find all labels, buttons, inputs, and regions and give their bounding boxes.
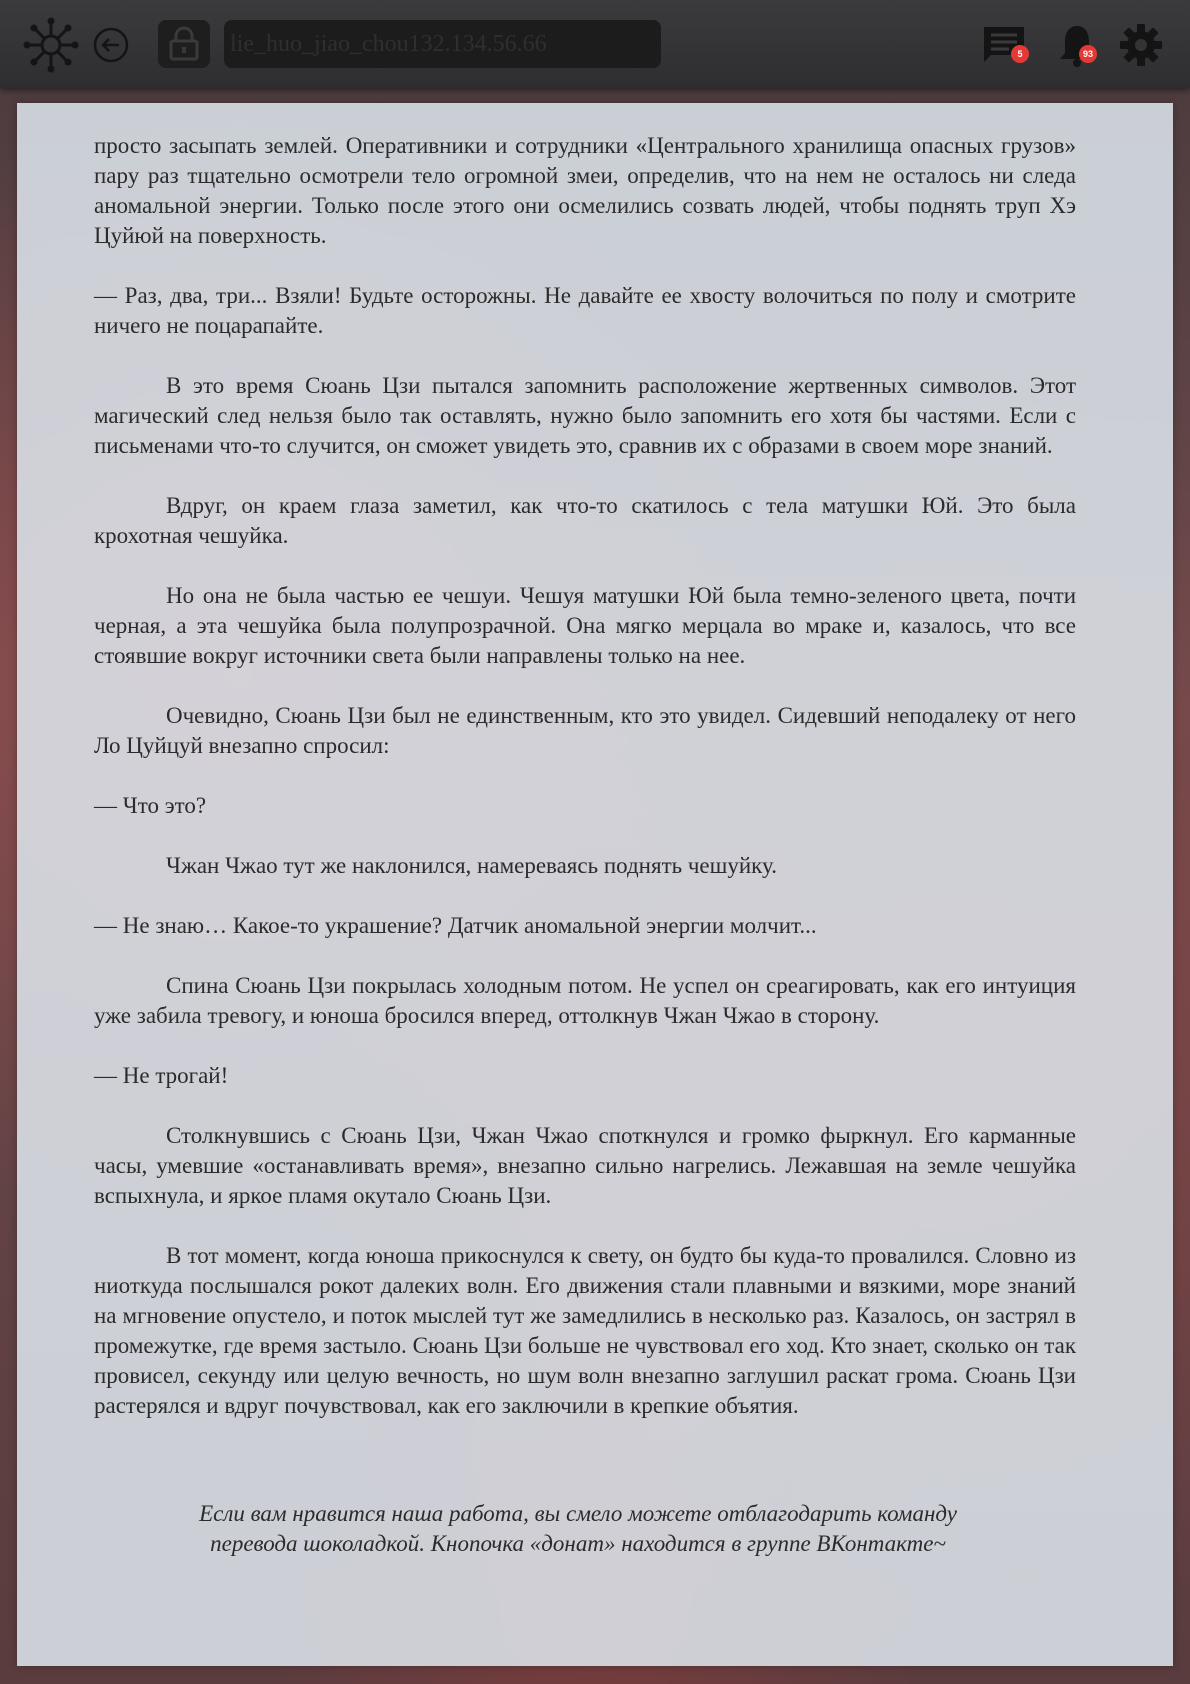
chapter-text (94, 131, 1076, 1421)
lock-icon[interactable] (158, 20, 210, 68)
address-input[interactable] (224, 20, 661, 68)
paragraph: просто засыпать землей. Оперативники и сотрудники «Центрального хранилища опасных грузов» пару раз тщательно осмотрели тело огромной змеи, определив, что на нем не осталось ни следа аномальной энергии. Только после этого они осмелились созвать людей, чтобы поднять труп Хэ Цуйюй на поверхность. (94, 133, 1076, 248)
back-arrow-icon[interactable] (90, 24, 132, 66)
paragraph: — Не трогай! (94, 1063, 229, 1088)
top-toolbar (0, 0, 1190, 88)
paragraph: Чжан Чжао тут же наклонился, намереваясь поднять чешуйку. (166, 853, 777, 878)
reading-page (17, 103, 1173, 1666)
paragraph: — Раз, два, три... Взяли! Будьте осторожны. Не давайте ее хвосту волочиться по полу и смотрите ничего не поцарапайте. (94, 283, 1076, 338)
notifications-count-badge: 93 (1079, 45, 1097, 63)
donation-note-line: перевода шоколадкой. Кнопочка «донат» находится в группе ВКонтакте~ (210, 1531, 946, 1556)
paragraph: Вдруг, он краем глаза заметил, как что-то скатилось с тела матушки Юй. Это была крохотная чешуйка. (94, 493, 1076, 548)
donation-note-line: Если вам нравится наша работа, вы смело можете отблагодарить команду (199, 1501, 957, 1526)
donation-note (60, 1499, 1096, 1559)
paragraph: Очевидно, Сюань Цзи был не единственным, кто это увидел. Сидевший неподалеку от него Ло Цуйцуй внезапно спросил: (94, 703, 1076, 758)
paragraph: — Не знаю… Какое-то украшение? Датчик аномальной энергии молчит... (94, 913, 817, 938)
network-logo-icon[interactable] (22, 16, 80, 74)
notification-bell-icon[interactable] (1054, 20, 1100, 70)
paragraph: В тот момент, когда юноша прикоснулся к свету, он будто бы куда-то провалился. Словно из ниоткуда послышался рокот далеких волн. Его движения стали плавными и вязкими, море знаний на мгновение опустело, и поток мыслей тут же замедлились в несколько раз. Казалось, он застрял в промежутке, где время застыло. Сюань Цзи больше не чувствовал его ход. Кто знает, сколько он так провисел, секунду или целую вечность, но шум волн внезапно заглушил раскат грома. Сюань Цзи растерялся и вдруг почувствовал, как его заключили в крепкие объятия. (94, 1243, 1076, 1418)
paragraph: Спина Сюань Цзи покрылась холодным потом. Не успел он среагировать, как его интуиция уже забила тревогу, и юноша бросился вперед, оттолкнув Чжан Чжао в сторону. (94, 973, 1076, 1028)
settings-gear-icon[interactable] (1116, 20, 1166, 70)
paragraph: Но она не была частью ее чешуи. Чешуя матушки Юй была темно-зеленого цвета, почти черная, а эта чешуйка была полупрозрачной. Она мягко мерцала во мраке и, казалось, что все стоявшие вокруг источники света были направлены только на нее. (94, 583, 1076, 668)
paragraph: Столкнувшись с Сюань Цзи, Чжан Чжао споткнулся и громко фыркнул. Его карманные часы, умевшие «останавливать время», внезапно сильно нагрелись. Лежавшая на земле чешуйка вспыхнула, и яркое пламя окутало Сюань Цзи. (94, 1123, 1076, 1208)
paragraph: В это время Сюань Цзи пытался запомнить расположение жертвенных символов. Этот магический след нельзя было так оставлять, нужно было запомнить его хотя бы частями. Если с письменами что-то случится, он сможет увидеть это, сравнив их с образами в своем море знаний. (94, 373, 1076, 458)
paragraph: — Что это? (94, 793, 207, 818)
messages-count-badge: 5 (1011, 45, 1029, 63)
